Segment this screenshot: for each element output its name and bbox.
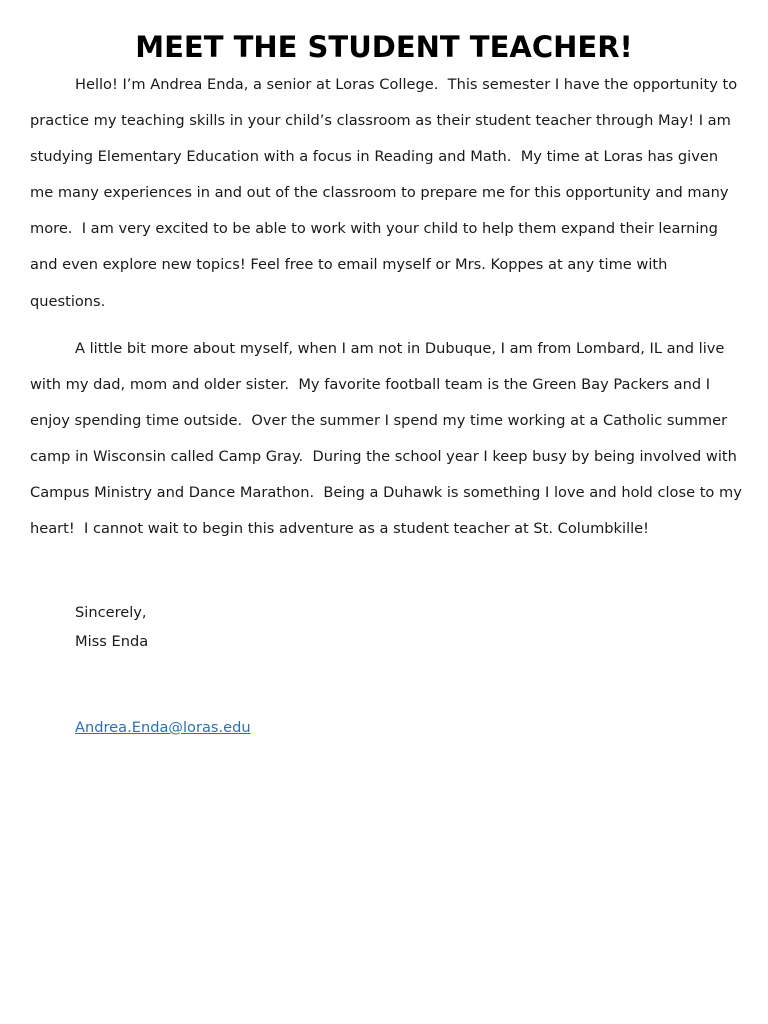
email-link[interactable]: Andrea.Enda@loras.edu [75, 719, 251, 736]
closing-text: Sincerely, [75, 604, 147, 621]
page-title: MEET THE STUDENT TEACHER! [135, 30, 633, 64]
signature-block [75, 598, 148, 656]
intro-paragraph: Hello! I’m Andrea Enda, a senior at Loras College. This semester I have the opportunity to practice my teaching skills in your child’s classroom as their student teacher through May! I am studying Elementary Education with a focus in Reading and Math. My time at Loras has given me many experiences in and out of the classroom to prepare me for this opportunity and many more. I am very excited to be able to work with your child to help them expand their learning and even explore new topics! Feel free to email myself or Mrs. Koppes at any time with questions. [30, 76, 742, 310]
signature-name: Miss Enda [75, 633, 149, 650]
about-paragraph: A little bit more about myself, when I am not in Dubuque, I am from Lombard, IL and live with my dad, mom and older sister. My favorite football team is the Green Bay Packers and I enjoy spending time outside. Over the summer I spend my time working at a Catholic summer camp in Wisconsin called Camp Gray. During the school year I keep busy by being involved with Campus Ministry and Dance Marathon. Being a Duhawk is something I love and hold close to my heart! I cannot wait to begin this adventure as a student teacher at St. Columbkille! [30, 340, 747, 538]
